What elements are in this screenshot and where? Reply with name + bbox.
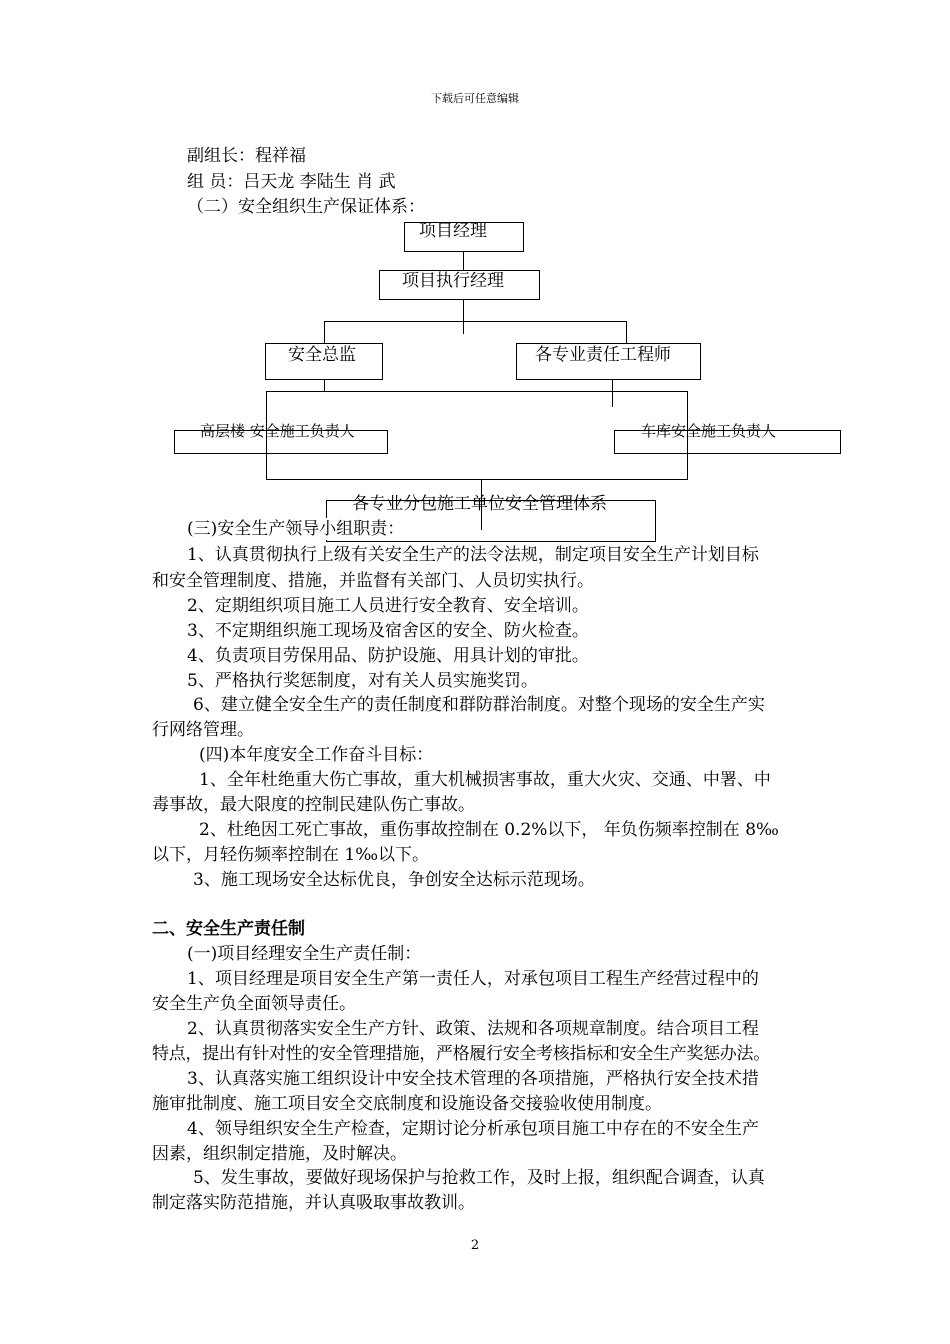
p2-item-5-line-1: 5、发生事故，要做好现场保护与抢救工作，及时上报，组织配合调查，认真 <box>193 1168 765 1188</box>
p2-item-5-line-2: 制定落实防范措施，并认真吸取事故教训。 <box>152 1193 475 1213</box>
org-connector <box>324 321 626 322</box>
section-3-heading: (三)安全生产领导小组职责： <box>187 519 405 539</box>
p2-item-2-line-1: 2、认真贯彻落实安全生产方针、政策、法规和各项规章制度。结合项目工程 <box>187 1019 759 1039</box>
org-connector <box>463 300 464 334</box>
s3-item-1-line-1: 1、认真贯彻执行上级有关安全生产的法令法规，制定项目安全生产计划目标 <box>187 545 759 565</box>
section-4-heading: (四)本年度安全工作奋斗目标： <box>199 745 434 765</box>
org-label-highrise: 高层楼 安全施工负责人 <box>200 422 355 440</box>
s3-item-2: 2、定期组织项目施工人员进行安全教育、安全培训。 <box>187 596 589 616</box>
s4-item-1-line-1: 1、全年杜绝重大伤亡事故，重大机械损害事故，重大火灾、交通、中署、中 <box>199 770 771 790</box>
p2-item-2-line-2: 特点，提出有针对性的安全管理措施，严格履行安全考核指标和安全生产奖惩办法。 <box>152 1044 770 1064</box>
s4-item-3: 3、施工现场安全达标优良，争创安全达标示范现场。 <box>193 870 595 890</box>
org-label-exec-manager: 项目执行经理 <box>402 271 504 291</box>
s4-item-2-line-2: 以下，月轻伤频率控制在 1‰以下。 <box>152 845 430 865</box>
page-header: 下载后可任意编辑 <box>431 92 519 105</box>
p2-item-3-line-1: 3、认真落实施工组织设计中安全技术管理的各项措施，严格执行安全技术措 <box>187 1069 759 1089</box>
members-line: 组 员：吕天龙 李陆生 肖 武 <box>187 172 396 192</box>
deputy-leader-line: 副组长：程祥福 <box>187 146 306 166</box>
org-connector <box>324 321 325 343</box>
s4-item-2-line-1: 2、杜绝因工死亡事故，重伤事故控制在 0.2%以下， 年负伤频率控制在 8‰ <box>199 820 779 840</box>
p2-item-4-line-1: 4、领导组织安全生产检查，定期讨论分析承包项目施工中存在的不安全生产 <box>187 1119 759 1139</box>
s3-item-6-line-1: 6、建立健全安全生产的责任制度和群防群治制度。对整个现场的安全生产实 <box>193 695 765 715</box>
page-number: 2 <box>470 1238 480 1253</box>
s3-item-4: 4、负责项目劳保用品、防护设施、用具计划的审批。 <box>187 646 589 666</box>
org-connector <box>626 321 627 343</box>
p2-item-1-line-1: 1、项目经理是项目安全生产第一责任人，对承包项目工程生产经营过程中的 <box>187 969 759 989</box>
org-label-safety-director: 安全总监 <box>288 345 356 365</box>
part-2-title: 二、安全生产责任制 <box>152 919 305 939</box>
org-label-engineers: 各专业责任工程师 <box>535 345 671 365</box>
s4-item-1-line-2: 毒事故，最大限度的控制民建队伤亡事故。 <box>152 795 475 815</box>
section-2-heading: （二）安全组织生产保证体系： <box>187 197 425 217</box>
p2-item-3-line-2: 施审批制度、施工项目安全交底制度和设施设备交接验收使用制度。 <box>152 1094 662 1114</box>
org-label-subcontract: 各专业分包施工单位安全管理体系 <box>352 494 607 514</box>
s3-item-5: 5、严格执行奖惩制度，对有关人员实施奖罚。 <box>187 671 538 691</box>
s3-item-1-line-2: 和安全管理制度、措施，并监督有关部门、人员切实执行。 <box>152 571 594 591</box>
s3-item-3: 3、不定期组织施工现场及宿舍区的安全、防火检查。 <box>187 621 589 641</box>
s3-item-6-line-2: 行网络管理。 <box>152 720 254 740</box>
org-label-project-manager: 项目经理 <box>419 221 487 241</box>
p2-item-4-line-2: 因素，组织制定措施，及时解决。 <box>152 1144 407 1164</box>
p2-item-1-line-2: 安全生产负全面领导责任。 <box>152 994 356 1014</box>
part-2-subheading: (一)项目经理安全生产责任制： <box>187 944 422 964</box>
org-connector <box>463 252 464 270</box>
org-label-garage: 车库安全施工负责人 <box>641 422 777 440</box>
